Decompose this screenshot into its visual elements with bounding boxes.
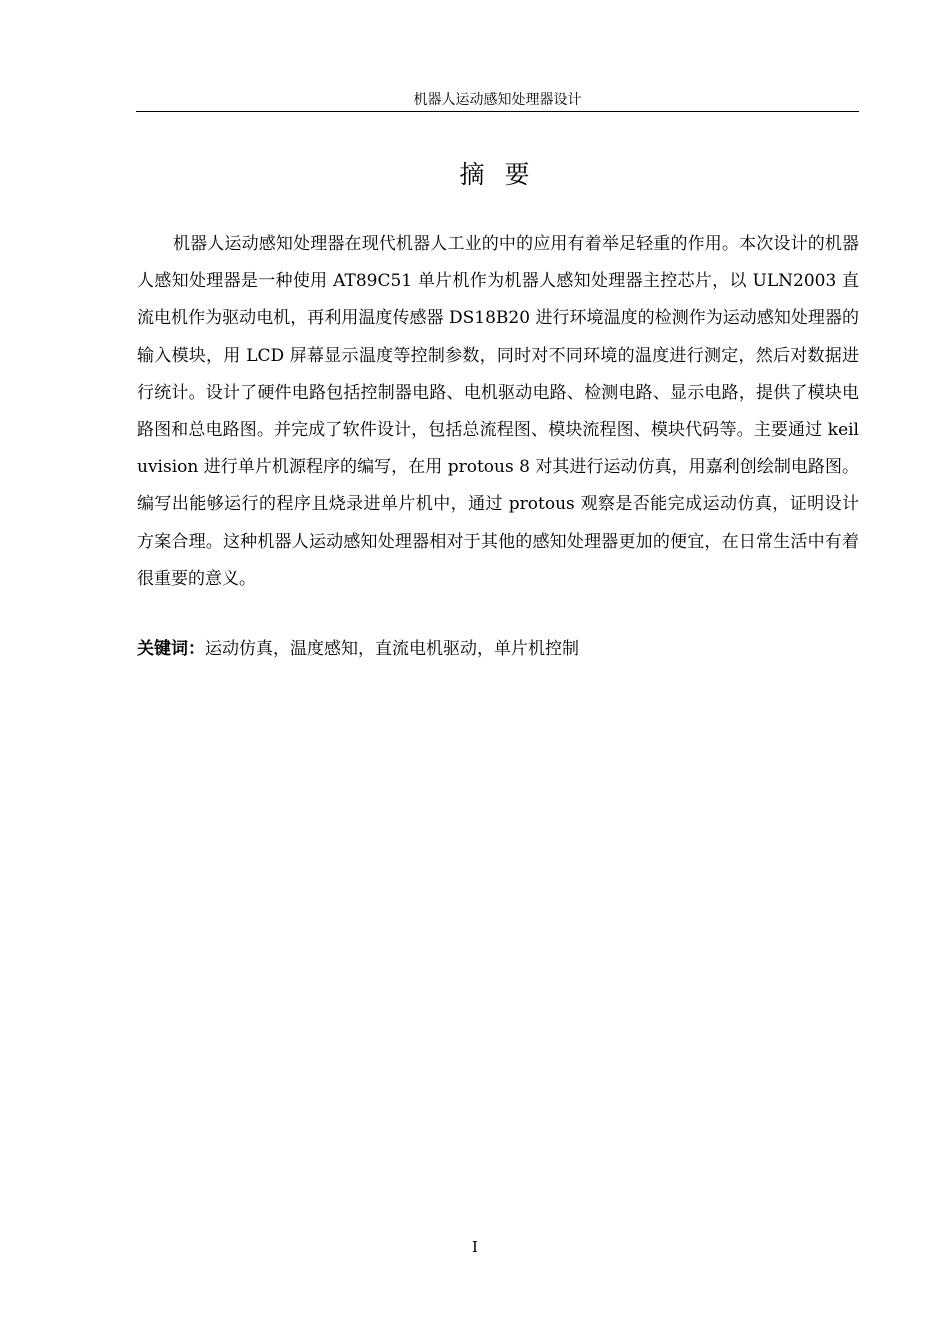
abstract-heading: 摘 要 [459,160,536,189]
page-number: I [472,1238,478,1256]
keywords-label: 关键词： [137,639,205,659]
keywords-line [137,632,859,666]
abstract-body: 机器人运动感知处理器在现代机器人工业的中的应用有着举足轻重的作用。本次设计的机器人感知处理器是一种使用 AT89C51 单片机作为机器人感知处理器主控芯片，以 ULN2003 直流电机作为驱动电机，再利用温度传感器 DS18B20 进行环境温度的检测作为运动感知处理器的输入模块，用 LCD 屏幕显示温度等控制参数，同时对不同环境的温度进行测定，然后对数据进行统计。设计了硬件电路包括控制器电路、电机驱动电路、检测电路、显示电路，提供了模块电路图和总电路图。并完成了软件设计，包括总流程图、模块流程图、模块代码等。主要通过 keil uvision 进行单片机源程序的编写，在用 protous 8 对其进行运动仿真，用嘉利创绘制电路图。编写出能够运行的程序且烧录进单片机中，通过 protous 观察是否能完成运动仿真，证明设计方案合理。这种机器人运动感知处理器相对于其他的感知处理器更加的便宜，在日常生活中有着很重要的意义。 [137,234,859,589]
keywords-text: 运动仿真，温度感知，直流电机驱动，单片机控制 [205,639,579,659]
running-header: 机器人运动感知处理器设计 [136,90,859,112]
